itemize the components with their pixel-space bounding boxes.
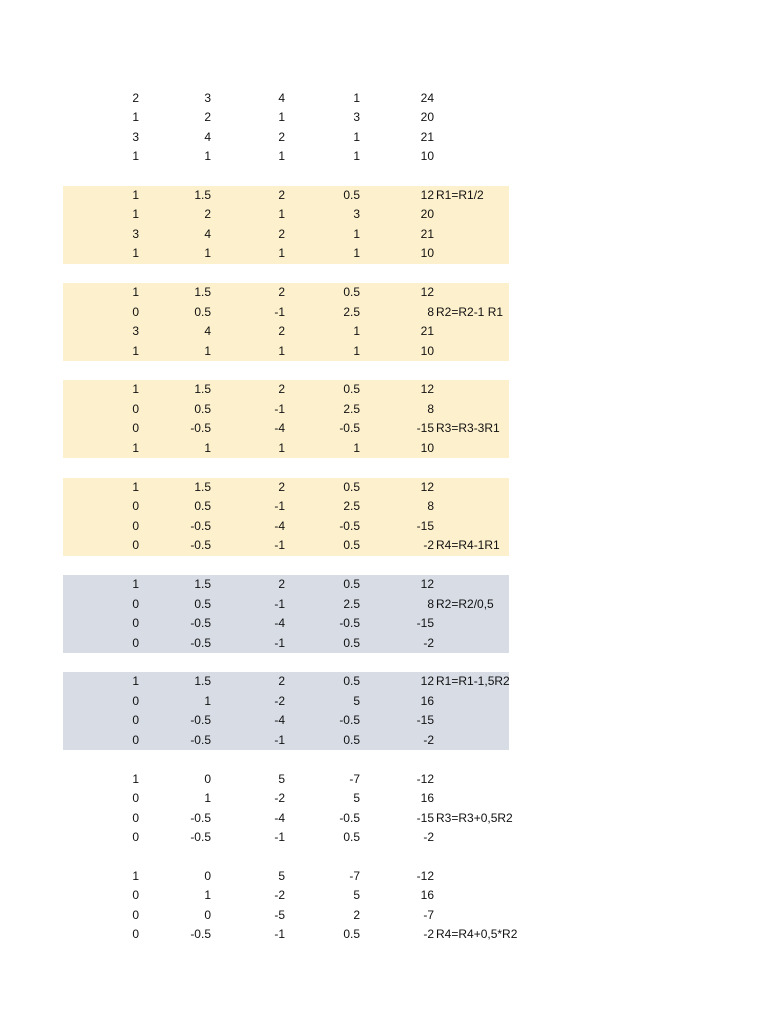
row-operation-note[interactable]: R3=R3-3R1 <box>436 421 500 436</box>
matrix-row <box>63 809 513 829</box>
matrix-cell[interactable]: -2 <box>274 888 285 903</box>
matrix-cell[interactable]: -0.5 <box>339 810 360 825</box>
matrix-cell[interactable]: -1 <box>274 499 285 514</box>
matrix-cell[interactable]: 2 <box>132 90 139 105</box>
matrix-cell[interactable]: 1 <box>353 440 360 455</box>
matrix-cell[interactable]: 1.5 <box>194 479 211 494</box>
matrix-cell[interactable]: 0.5 <box>343 538 360 553</box>
matrix-cell[interactable]: 5 <box>278 868 285 883</box>
matrix-cell[interactable]: 21 <box>420 129 434 144</box>
matrix-cell[interactable]: 4 <box>204 226 211 241</box>
matrix-row <box>63 672 509 692</box>
matrix-step-7 <box>63 672 509 750</box>
matrix-cell[interactable]: 4 <box>204 324 211 339</box>
matrix-cell[interactable]: 2 <box>278 226 285 241</box>
matrix-cell[interactable]: 3 <box>353 207 360 222</box>
matrix-cell[interactable]: 0 <box>132 401 139 416</box>
matrix-row <box>63 283 509 303</box>
matrix-cell[interactable]: 1 <box>353 324 360 339</box>
matrix-row <box>63 692 509 712</box>
matrix-cell[interactable]: -0.5 <box>190 421 211 436</box>
matrix-cell[interactable]: 0 <box>132 888 139 903</box>
matrix-cell[interactable]: 3 <box>204 90 211 105</box>
matrix-cell[interactable]: 2.5 <box>343 304 360 319</box>
matrix-row <box>63 400 509 420</box>
matrix-cell[interactable]: 10 <box>420 343 434 358</box>
matrix-cell[interactable]: 2 <box>278 129 285 144</box>
matrix-row <box>63 886 509 906</box>
matrix-cell[interactable]: 0.5 <box>343 635 360 650</box>
matrix-cell[interactable]: -7 <box>423 907 434 922</box>
matrix-cell[interactable]: 10 <box>420 246 434 261</box>
matrix-cell[interactable]: 10 <box>420 149 434 163</box>
matrix-cell[interactable]: 12 <box>420 479 434 494</box>
matrix-cell[interactable]: 0.5 <box>343 285 360 300</box>
matrix-cell[interactable]: 0 <box>132 693 139 708</box>
matrix-cell[interactable]: -15 <box>416 421 434 436</box>
matrix-cell[interactable]: 0.5 <box>194 596 211 611</box>
matrix-cell[interactable]: -4 <box>274 518 285 533</box>
matrix-cell[interactable]: 1 <box>204 246 211 261</box>
matrix-cell[interactable]: 21 <box>420 226 434 241</box>
matrix-cell[interactable]: 1 <box>278 110 285 124</box>
matrix-cell[interactable]: 2.5 <box>343 401 360 416</box>
matrix-row <box>63 789 509 809</box>
row-operation-note[interactable]: R3=R3+0,5R2 <box>436 810 513 825</box>
matrix-cell[interactable]: -1 <box>274 538 285 553</box>
matrix-row <box>63 128 509 148</box>
matrix-cell[interactable]: -2 <box>423 732 434 747</box>
row-operation-note[interactable]: R1=R1/2 <box>436 187 484 202</box>
matrix-cell[interactable]: 1 <box>278 246 285 261</box>
matrix-cell[interactable]: 1.5 <box>194 382 211 397</box>
matrix-cell[interactable]: 1 <box>132 207 139 222</box>
matrix-cell[interactable]: 0 <box>132 713 139 728</box>
matrix-cell[interactable]: 0 <box>132 538 139 553</box>
matrix-cell[interactable]: 12 <box>420 577 434 591</box>
matrix-cell[interactable]: -0.5 <box>339 713 360 728</box>
matrix-cell[interactable]: -0.5 <box>190 635 211 650</box>
matrix-cell[interactable]: 2 <box>278 324 285 339</box>
matrix-cell[interactable]: 0.5 <box>194 401 211 416</box>
matrix-row <box>63 380 509 400</box>
matrix-row <box>63 634 509 654</box>
matrix-cell[interactable]: 12 <box>420 382 434 397</box>
matrix-cell[interactable]: 1 <box>278 149 285 163</box>
matrix-cell[interactable]: 12 <box>420 285 434 300</box>
matrix-cell[interactable]: 0 <box>204 907 211 922</box>
matrix-cell[interactable]: 1.5 <box>194 285 211 300</box>
matrix-cell[interactable]: 4 <box>278 90 285 105</box>
matrix-cell[interactable]: -0.5 <box>190 713 211 728</box>
matrix-cell[interactable]: 0 <box>204 868 211 883</box>
row-operation-note[interactable]: R4=R4-1R1 <box>436 538 500 553</box>
matrix-cell[interactable]: 0 <box>132 732 139 747</box>
matrix-cell[interactable]: 1 <box>132 246 139 261</box>
matrix-cell[interactable]: -4 <box>274 421 285 436</box>
matrix-step-2 <box>63 186 509 264</box>
matrix-cell[interactable]: 0 <box>132 791 139 806</box>
matrix-cell[interactable]: 5 <box>278 771 285 786</box>
matrix-cell[interactable]: -2 <box>274 693 285 708</box>
matrix-row <box>63 731 509 751</box>
matrix-cell[interactable]: 2 <box>278 479 285 494</box>
matrix-step-8 <box>63 770 513 848</box>
matrix-cell[interactable]: 1 <box>353 149 360 163</box>
matrix-cell[interactable]: 1 <box>204 791 211 806</box>
matrix-row <box>63 478 509 498</box>
matrix-cell[interactable]: 1 <box>132 674 139 689</box>
matrix-step-5 <box>63 478 509 556</box>
matrix-cell[interactable]: 21 <box>420 324 434 339</box>
matrix-cell[interactable]: 16 <box>420 791 434 806</box>
matrix-row <box>63 322 509 342</box>
matrix-cell[interactable]: 0.5 <box>343 732 360 747</box>
matrix-cell[interactable]: 2 <box>278 577 285 591</box>
matrix-cell[interactable]: -15 <box>416 713 434 728</box>
matrix-cell[interactable]: 2 <box>204 110 211 124</box>
matrix-step-1 <box>63 89 509 167</box>
matrix-row <box>63 770 509 790</box>
matrix-cell[interactable]: 1 <box>204 343 211 358</box>
matrix-cell[interactable]: 0 <box>132 421 139 436</box>
matrix-cell[interactable]: 12 <box>420 674 434 689</box>
matrix-cell[interactable]: 0.5 <box>343 187 360 202</box>
matrix-cell[interactable]: 8 <box>427 596 434 611</box>
matrix-cell[interactable]: 0 <box>132 810 139 825</box>
matrix-cell[interactable]: -15 <box>416 810 434 825</box>
matrix-row <box>63 89 509 109</box>
matrix-cell[interactable]: -15 <box>416 616 434 630</box>
row-operation-note[interactable]: R1=R1-1,5R2 <box>436 674 510 689</box>
matrix-cell[interactable]: 1 <box>353 343 360 358</box>
matrix-cell[interactable]: 2 <box>278 285 285 300</box>
matrix-cell[interactable]: 1 <box>278 440 285 455</box>
matrix-cell[interactable]: 1 <box>204 888 211 903</box>
matrix-cell[interactable]: -1 <box>274 401 285 416</box>
matrix-cell[interactable]: -1 <box>274 830 285 845</box>
matrix-cell[interactable]: 0.5 <box>343 577 360 591</box>
matrix-cell[interactable]: -0.5 <box>190 830 211 845</box>
matrix-row <box>63 906 509 926</box>
matrix-cell[interactable]: -0.5 <box>190 538 211 553</box>
matrix-cell[interactable]: 10 <box>420 440 434 455</box>
matrix-cell[interactable]: -0.5 <box>190 518 211 533</box>
matrix-cell[interactable]: 0 <box>132 616 139 630</box>
matrix-cell[interactable]: -0.5 <box>339 616 360 630</box>
matrix-cell[interactable]: 5 <box>353 693 360 708</box>
matrix-cell[interactable]: 8 <box>427 401 434 416</box>
matrix-row <box>63 497 509 517</box>
matrix-row <box>63 205 509 225</box>
matrix-step-3 <box>63 283 509 361</box>
matrix-cell[interactable]: 4 <box>204 129 211 144</box>
matrix-cell[interactable]: 0 <box>204 771 211 786</box>
matrix-cell[interactable]: 2 <box>278 187 285 202</box>
matrix-cell[interactable]: 1 <box>353 246 360 261</box>
matrix-cell[interactable]: -15 <box>416 518 434 533</box>
matrix-cell[interactable]: 2.5 <box>343 596 360 611</box>
matrix-cell[interactable]: 0 <box>132 304 139 319</box>
matrix-cell[interactable]: 2 <box>204 207 211 222</box>
matrix-step-4 <box>63 380 509 458</box>
matrix-cell[interactable]: 3 <box>132 324 139 339</box>
matrix-cell[interactable]: 0.5 <box>343 927 360 942</box>
matrix-cell[interactable]: 1 <box>132 149 139 163</box>
matrix-row <box>63 867 509 887</box>
matrix-row <box>63 303 509 323</box>
matrix-cell[interactable]: 0 <box>132 635 139 650</box>
matrix-step-6 <box>63 575 509 653</box>
matrix-cell[interactable]: 0.5 <box>194 304 211 319</box>
matrix-row <box>63 244 509 264</box>
matrix-row <box>63 225 509 245</box>
matrix-row <box>63 186 509 206</box>
matrix-step-9 <box>63 867 518 945</box>
matrix-cell[interactable]: 2.5 <box>343 499 360 514</box>
matrix-row <box>63 575 509 595</box>
matrix-row <box>63 536 509 556</box>
matrix-row <box>63 342 509 362</box>
matrix-cell[interactable]: 1 <box>132 479 139 494</box>
matrix-row <box>63 517 509 537</box>
matrix-cell[interactable]: -0.5 <box>339 421 360 436</box>
matrix-cell[interactable]: -4 <box>274 713 285 728</box>
matrix-cell[interactable]: 8 <box>427 304 434 319</box>
matrix-cell[interactable]: 1 <box>278 343 285 358</box>
matrix-cell[interactable]: 8 <box>427 499 434 514</box>
row-operation-note[interactable]: R4=R4+0,5*R2 <box>436 927 518 942</box>
matrix-cell[interactable]: 1 <box>204 149 211 163</box>
matrix-cell[interactable]: 0 <box>132 499 139 514</box>
matrix-cell[interactable]: 0 <box>132 596 139 611</box>
matrix-cell[interactable]: 1 <box>204 693 211 708</box>
matrix-cell[interactable]: 0.5 <box>343 674 360 689</box>
matrix-cell[interactable]: 1 <box>132 110 139 124</box>
matrix-cell[interactable]: -0.5 <box>339 518 360 533</box>
matrix-cell[interactable]: -5 <box>274 907 285 922</box>
matrix-cell[interactable]: 5 <box>353 791 360 806</box>
matrix-cell[interactable]: 3 <box>353 110 360 124</box>
matrix-cell[interactable]: 24 <box>420 90 434 105</box>
matrix-cell[interactable]: 1 <box>132 440 139 455</box>
matrix-cell[interactable]: 16 <box>420 888 434 903</box>
matrix-cell[interactable]: -2 <box>423 927 434 942</box>
matrix-cell[interactable]: 16 <box>420 693 434 708</box>
matrix-row <box>63 108 509 128</box>
matrix-cell[interactable]: 0.5 <box>343 830 360 845</box>
matrix-cell[interactable]: -0.5 <box>190 616 211 630</box>
matrix-cell[interactable]: -7 <box>349 771 360 786</box>
matrix-cell[interactable]: -12 <box>416 771 434 786</box>
matrix-cell[interactable]: -4 <box>274 810 285 825</box>
matrix-cell[interactable]: 1 <box>353 90 360 105</box>
row-operation-note[interactable]: R2=R2/0,5 <box>436 596 494 611</box>
matrix-cell[interactable]: 1.5 <box>194 577 211 591</box>
matrix-cell[interactable]: 1 <box>353 226 360 241</box>
matrix-cell[interactable]: 12 <box>420 187 434 202</box>
matrix-cell[interactable]: -0.5 <box>190 810 211 825</box>
matrix-cell[interactable]: 1 <box>132 577 139 591</box>
matrix-cell[interactable]: 20 <box>420 207 434 222</box>
matrix-cell[interactable]: -2 <box>423 830 434 845</box>
matrix-cell[interactable]: 1 <box>132 343 139 358</box>
matrix-cell[interactable]: 1 <box>204 440 211 455</box>
matrix-cell[interactable]: -2 <box>423 635 434 650</box>
matrix-cell[interactable]: -7 <box>349 868 360 883</box>
matrix-cell[interactable]: 1.5 <box>194 187 211 202</box>
matrix-cell[interactable]: 2 <box>278 382 285 397</box>
matrix-cell[interactable]: -1 <box>274 596 285 611</box>
matrix-cell[interactable]: -1 <box>274 635 285 650</box>
matrix-row <box>63 711 509 731</box>
matrix-cell[interactable]: -0.5 <box>190 732 211 747</box>
matrix-cell[interactable]: 1 <box>132 382 139 397</box>
matrix-cell[interactable]: 1.5 <box>194 674 211 689</box>
matrix-cell[interactable]: 1 <box>132 868 139 883</box>
matrix-cell[interactable]: 5 <box>353 888 360 903</box>
matrix-cell[interactable]: 0 <box>132 907 139 922</box>
matrix-row <box>63 925 518 945</box>
matrix-cell[interactable]: 1 <box>132 187 139 202</box>
matrix-cell[interactable]: -2 <box>423 538 434 553</box>
matrix-cell[interactable]: 3 <box>132 129 139 144</box>
matrix-cell[interactable]: 0 <box>132 518 139 533</box>
matrix-cell[interactable]: 0.5 <box>194 499 211 514</box>
matrix-cell[interactable]: 20 <box>420 110 434 124</box>
matrix-cell[interactable]: -4 <box>274 616 285 630</box>
row-operation-note[interactable]: R2=R2-1 R1 <box>436 304 504 319</box>
matrix-cell[interactable]: 0 <box>132 927 139 942</box>
matrix-row <box>63 828 509 848</box>
matrix-row <box>63 147 509 167</box>
matrix-cell[interactable]: -0.5 <box>190 927 211 942</box>
matrix-row <box>63 614 509 634</box>
matrix-cell[interactable]: 0.5 <box>343 479 360 494</box>
matrix-cell[interactable]: -1 <box>274 732 285 747</box>
matrix-cell[interactable]: 0 <box>132 830 139 845</box>
matrix-cell[interactable]: 1 <box>278 207 285 222</box>
matrix-row <box>63 595 509 615</box>
matrix-cell[interactable]: 2 <box>278 674 285 689</box>
matrix-cell[interactable]: 3 <box>132 226 139 241</box>
matrix-cell[interactable]: 2 <box>353 907 360 922</box>
matrix-row <box>63 419 509 439</box>
matrix-cell[interactable]: -1 <box>274 304 285 319</box>
matrix-cell[interactable]: -12 <box>416 868 434 883</box>
matrix-cell[interactable]: 0.5 <box>343 382 360 397</box>
matrix-row <box>63 439 509 459</box>
matrix-cell[interactable]: 1 <box>132 285 139 300</box>
matrix-cell[interactable]: 1 <box>353 129 360 144</box>
matrix-cell[interactable]: -1 <box>274 927 285 942</box>
matrix-cell[interactable]: -2 <box>274 791 285 806</box>
matrix-cell[interactable]: 1 <box>132 771 139 786</box>
